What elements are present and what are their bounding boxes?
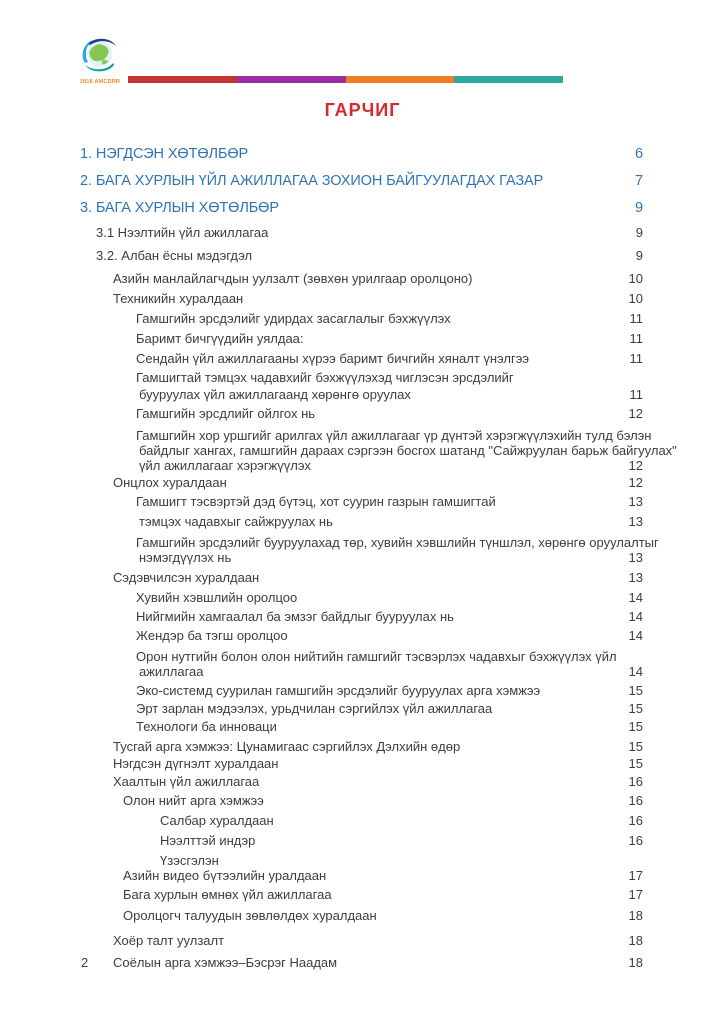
- toc-row: [0, 370, 725, 387]
- header-color-bar: [128, 76, 563, 83]
- toc-entry-text: Сэдэвчилсэн хуралдаан: [113, 570, 260, 585]
- toc-entry-text: үйл ажиллагааг хэрэгжүүлэх: [139, 458, 311, 473]
- toc-page-number: 9: [635, 248, 643, 263]
- toc-row: [0, 793, 725, 813]
- toc-page-number: 14: [628, 664, 643, 679]
- toc-row: [0, 387, 725, 406]
- toc-entry-text: Хоёр талт уулзалт: [113, 933, 225, 948]
- toc-page-number: 14: [628, 609, 643, 624]
- toc-row: [0, 475, 725, 494]
- toc-row: [0, 458, 725, 475]
- toc-row: [0, 271, 725, 291]
- bar-segment: [346, 76, 455, 83]
- toc-row: [0, 683, 725, 701]
- toc-page-number: 9: [635, 225, 643, 240]
- toc-entry-text: байдлыг хангах, гамшгийн дараах сэргээн босгох шатанд "Сайжруулан барьж байгуулах": [139, 443, 677, 458]
- toc-entry-text: 2. БАГА ХУРЛЫН ҮЙЛ АЖИЛЛАГАА ЗОХИОН БАЙГУУЛАГДАХ ГАЗАР: [80, 173, 544, 189]
- toc-entry-text: Жендэр ба тэгш оролцоо: [136, 628, 288, 643]
- toc-entry-text: Нэгдсэн дүгнэлт хуралдаан: [113, 756, 279, 771]
- toc-entry-text: нэмэгдүүлэх нь: [139, 550, 232, 565]
- amcdrr-logo: [76, 36, 124, 85]
- toc-row: [0, 200, 725, 225]
- toc-row: [0, 833, 725, 853]
- toc-row: [0, 248, 725, 271]
- toc-entry-text: Азийн манлайлагчдын уулзалт (зөвхөн урилгаар оролцоно): [113, 271, 473, 286]
- toc-entry-text: Нээлттэй индэр: [160, 833, 256, 848]
- toc-entry-text: Салбар хуралдаан: [160, 813, 274, 828]
- toc-entry-text: тэмцэх чадавхыг сайжруулах нь: [139, 514, 333, 529]
- bar-segment: [237, 76, 346, 83]
- toc-row: [0, 908, 725, 933]
- toc-entry-text: ажиллагаа: [139, 664, 204, 679]
- toc-entry-text: Эко-системд суурилан гамшгийн эрсдэлийг бууруулах арга хэмжээ: [136, 683, 541, 698]
- toc-page-number: 14: [628, 628, 643, 643]
- toc-row: [0, 756, 725, 774]
- toc-entry-text: 3.1 Нээлтийн үйл ажиллагаа: [96, 225, 269, 240]
- toc-page-number: 11: [629, 331, 643, 346]
- toc-entry-text: Сендайн үйл ажиллагааны хүрээ баримт бичгийн хяналт үнэлгээ: [136, 351, 530, 366]
- toc-page-number: 16: [628, 793, 643, 808]
- globe-hands-icon: [78, 36, 122, 74]
- toc-row: [0, 868, 725, 887]
- toc-row: [0, 514, 725, 535]
- toc-page-number: 12: [628, 406, 643, 421]
- toc-row: [0, 628, 725, 649]
- toc-row: [0, 331, 725, 351]
- toc-page-number: 10: [628, 291, 643, 306]
- toc-page-number: 13: [628, 550, 643, 565]
- toc-page-number: 16: [628, 833, 643, 848]
- toc-row: [0, 664, 725, 683]
- toc-list: [0, 146, 725, 975]
- toc-row: [0, 609, 725, 628]
- toc-entry-text: Гамшигтай тэмцэх чадавхийг бэхжүүлэхэд чиглэсэн эрсдэлийг: [136, 370, 514, 385]
- toc-row: [0, 701, 725, 719]
- logo-year-text: 2018 AMCDRR: [79, 79, 121, 85]
- toc-entry-text: Үзэсгэлэн: [160, 853, 219, 868]
- toc-row: [0, 146, 725, 173]
- toc-entry-text: Тусгай арга хэмжээ: Цунамигаас сэргийлэх Дэлхийн өдөр: [113, 739, 461, 754]
- toc-row: [0, 853, 725, 868]
- toc-page-number: 13: [628, 494, 643, 509]
- toc-page-number: 18: [628, 955, 643, 970]
- toc-row: [0, 428, 725, 443]
- toc-row: [0, 774, 725, 793]
- toc-row: [0, 570, 725, 590]
- toc-page-number: 17: [628, 868, 643, 883]
- toc-entry-text: Орон нутгийн болон олон нийтийн гамшгийг тэсвэрлэх чадавхыг бэхжүүлэх үйл: [136, 649, 617, 664]
- toc-page-number: 6: [635, 146, 643, 162]
- toc-page-number: 15: [628, 719, 643, 734]
- toc-entry-text: Хувийн хэвшлийн оролцоо: [136, 590, 298, 605]
- toc-page-number: 12: [628, 475, 643, 490]
- toc-entry-text: Техникийн хуралдаан: [113, 291, 244, 306]
- toc-page-number: 9: [635, 200, 643, 216]
- footer-page-number: 2: [81, 955, 89, 970]
- toc-row: [0, 955, 725, 975]
- toc-entry-text: Бага хурлын өмнөх үйл ажиллагаа: [123, 887, 332, 902]
- toc-entry-text: Онцлох хуралдаан: [113, 475, 227, 490]
- toc-page-number: 11: [629, 351, 643, 366]
- toc-entry-text: Оролцогч талуудын зөвлөлдөх хуралдаан: [123, 908, 377, 923]
- toc-row: [0, 291, 725, 311]
- toc-entry-text: Хаалтын үйл ажиллагаа: [113, 774, 260, 789]
- toc-row: [0, 225, 725, 248]
- toc-row: [0, 550, 725, 570]
- toc-entry-text: Технологи ба инноваци: [136, 719, 277, 734]
- toc-row: [0, 739, 725, 756]
- toc-row: [0, 933, 725, 955]
- toc-entry-text: Гамшгийн хор уршгийг арилгах үйл ажиллагааг үр дүнтэй хэрэгжүүлэхийн тулд бэлэн: [136, 428, 652, 443]
- toc-entry-text: 1. НЭГДСЭН ХӨТӨЛБӨР: [80, 146, 249, 162]
- toc-entry-text: Азийн видео бүтээлийн уралдаан: [123, 868, 327, 883]
- toc-page-number: 13: [628, 514, 643, 529]
- toc-page-number: 15: [628, 683, 643, 698]
- toc-row: [0, 719, 725, 739]
- toc-page-number: 16: [628, 774, 643, 789]
- toc-row: [0, 443, 725, 458]
- toc-row: [0, 590, 725, 609]
- bar-segment: [454, 76, 563, 83]
- toc-page-number: 12: [628, 458, 643, 473]
- toc-entry-text: Гамшгийн эрсдлийг ойлгох нь: [136, 406, 316, 421]
- toc-entry-text: бууруулах үйл ажиллагаанд хөрөнгө оруулах: [139, 387, 411, 402]
- toc-entry-text: Гамшигт тэсвэртэй дэд бүтэц, хот суурин газрын гамшигтай: [136, 494, 496, 509]
- bar-segment: [128, 76, 237, 83]
- page-title: ГАРЧИГ: [324, 100, 401, 120]
- toc-page-number: 15: [628, 756, 643, 771]
- toc-row: [0, 649, 725, 664]
- toc-entry-text: Олон нийт арга хэмжээ: [123, 793, 264, 808]
- toc-page-number: 16: [628, 813, 643, 828]
- toc-page-number: 11: [629, 387, 643, 402]
- toc-page-number: 18: [628, 933, 643, 948]
- toc-page-number: 7: [635, 173, 643, 189]
- toc-page-number: 14: [628, 590, 643, 605]
- toc-page-number: 13: [628, 570, 643, 585]
- toc-entry-text: Гамшгийн эрсдэлийг удирдах засаглалыг бэхжүүлэх: [136, 311, 451, 326]
- toc-page-number: 18: [628, 908, 643, 923]
- toc-entry-text: Баримт бичгүүдийн уялдаа:: [136, 331, 304, 346]
- toc-row: [0, 406, 725, 428]
- toc-page-number: 15: [628, 739, 643, 754]
- toc-page-number: 10: [628, 271, 643, 286]
- toc-row: [0, 494, 725, 514]
- toc-row: [0, 173, 725, 200]
- toc-entry-text: Нийгмийн хамгаалал ба эмзэг байдлыг бууруулах нь: [136, 609, 454, 624]
- toc-row: [0, 887, 725, 908]
- toc-row: [0, 813, 725, 833]
- toc-row: [0, 351, 725, 370]
- toc-entry-text: Гамшгийн эрсдэлийг бууруулахад төр, хувийн хэвшлийн түншлэл, хөрөнгө оруулалтыг: [136, 535, 659, 550]
- toc-page-number: 15: [628, 701, 643, 716]
- toc-entry-text: 3. БАГА ХУРЛЫН ХӨТӨЛБӨР: [80, 200, 279, 216]
- toc-page-number: 11: [629, 311, 643, 326]
- toc-entry-text: Эрт зарлан мэдээлэх, урьдчилан сэргийлэх үйл ажиллагаа: [136, 701, 493, 716]
- toc-entry-text: Соёлын арга хэмжээ–Бэсрэг Наадам: [113, 955, 338, 970]
- toc-page-number: 17: [628, 887, 643, 902]
- toc-row: [0, 535, 725, 550]
- toc-entry-text: 3.2. Албан ёсны мэдэгдэл: [96, 248, 253, 263]
- toc-row: [0, 311, 725, 331]
